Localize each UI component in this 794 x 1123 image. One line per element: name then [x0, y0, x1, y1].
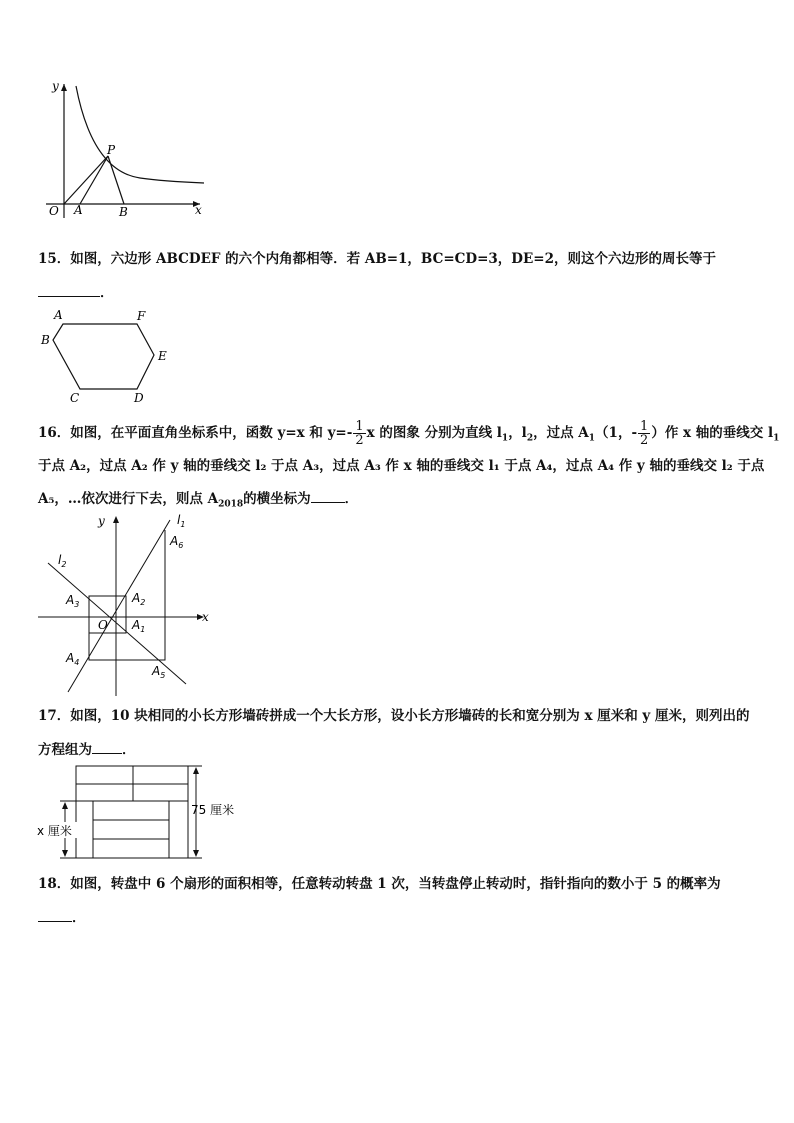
origin-label: O	[98, 618, 108, 632]
vertex-d-label: D	[134, 391, 144, 405]
point-a3-label: $A_3$	[66, 593, 80, 609]
vertex-b-label: B	[41, 333, 50, 347]
answer-blank[interactable]	[311, 488, 345, 503]
point-b-label: B	[119, 205, 128, 219]
figure-coordinate-lines	[36, 508, 216, 698]
point-a2-label: $A_2$	[132, 591, 146, 607]
question-18-line2: ．	[38, 907, 86, 927]
y-axis-label: y	[52, 79, 59, 93]
point-a1-label: $A_1$	[132, 618, 146, 634]
vertex-f-label: F	[137, 309, 146, 323]
vertex-c-label: C	[70, 391, 80, 405]
question-18-line1: 18．如图，转盘中 6 个扇形的面积相等，任意转动转盘 1 次，当转盘停止转动时，指针指向的数小于 5 的概率为	[38, 876, 721, 892]
question-15-line1: 15．如图，六边形 ABCDEF 的六个内角都相等．若 AB=1，BC=CD=3，DE=2，则这个六边形的周长等于	[38, 251, 717, 267]
question-16-line2: 于点 A₂，过点 A₂ 作 y 轴的垂线交 l₂ 于点 A₃，过点 A₃ 作 x 轴的垂线交 l₁ 于点 A₄，过点 A₄ 作 y 轴的垂线交 l₂ 于点	[38, 458, 765, 474]
question-15-line2: ．	[38, 282, 114, 302]
figure-hexagon	[36, 306, 176, 406]
point-a4-label: $A_4$	[66, 651, 80, 667]
x-axis-label: x	[202, 610, 209, 624]
question-16-line3: A₅，…依次进行下去，则点 $A_{2018}$的横坐标为 ．	[38, 488, 358, 514]
x-axis-label: x	[195, 203, 202, 217]
line-l2-label: $l_2$	[58, 553, 67, 569]
point-a5-label: $A_5$	[152, 664, 166, 680]
dimension-x-label: x 厘米	[37, 824, 72, 838]
vertex-e-label: E	[158, 349, 167, 363]
answer-blank[interactable]	[38, 282, 100, 297]
point-p-label: P	[107, 143, 116, 157]
figure-hyperbola	[36, 78, 208, 223]
origin-label: O	[49, 204, 59, 218]
point-a-label: A	[74, 203, 83, 217]
answer-blank[interactable]	[92, 739, 122, 754]
point-a6-label: $A_6$	[170, 534, 184, 550]
figure-brick-wall	[36, 760, 246, 864]
question-16-line1: 16．如图，在平面直角坐标系中，函数 y=x 和 y=- $\frac{1}{2}$ x 的图象 分别为直线 $l_1$，$l_2$，过点 $A_1(1$，- $\frac{1}{2}$ ）作 x 轴的垂线交 $l_1$	[38, 419, 780, 448]
dimension-75-label: 75 厘米	[191, 803, 235, 817]
question-17-line2: 方程组为 ．	[38, 739, 136, 759]
answer-blank[interactable]	[38, 907, 72, 922]
line-l1-label: $l_1$	[177, 513, 186, 529]
vertex-a-label: A	[54, 308, 63, 322]
y-axis-label: y	[98, 514, 105, 528]
question-17-line1: 17．如图，10 块相同的小长方形墙砖拼成一个大长方形，设小长方形墙砖的长和宽分别为 x 厘米和 y 厘米，则列出的	[38, 708, 750, 724]
